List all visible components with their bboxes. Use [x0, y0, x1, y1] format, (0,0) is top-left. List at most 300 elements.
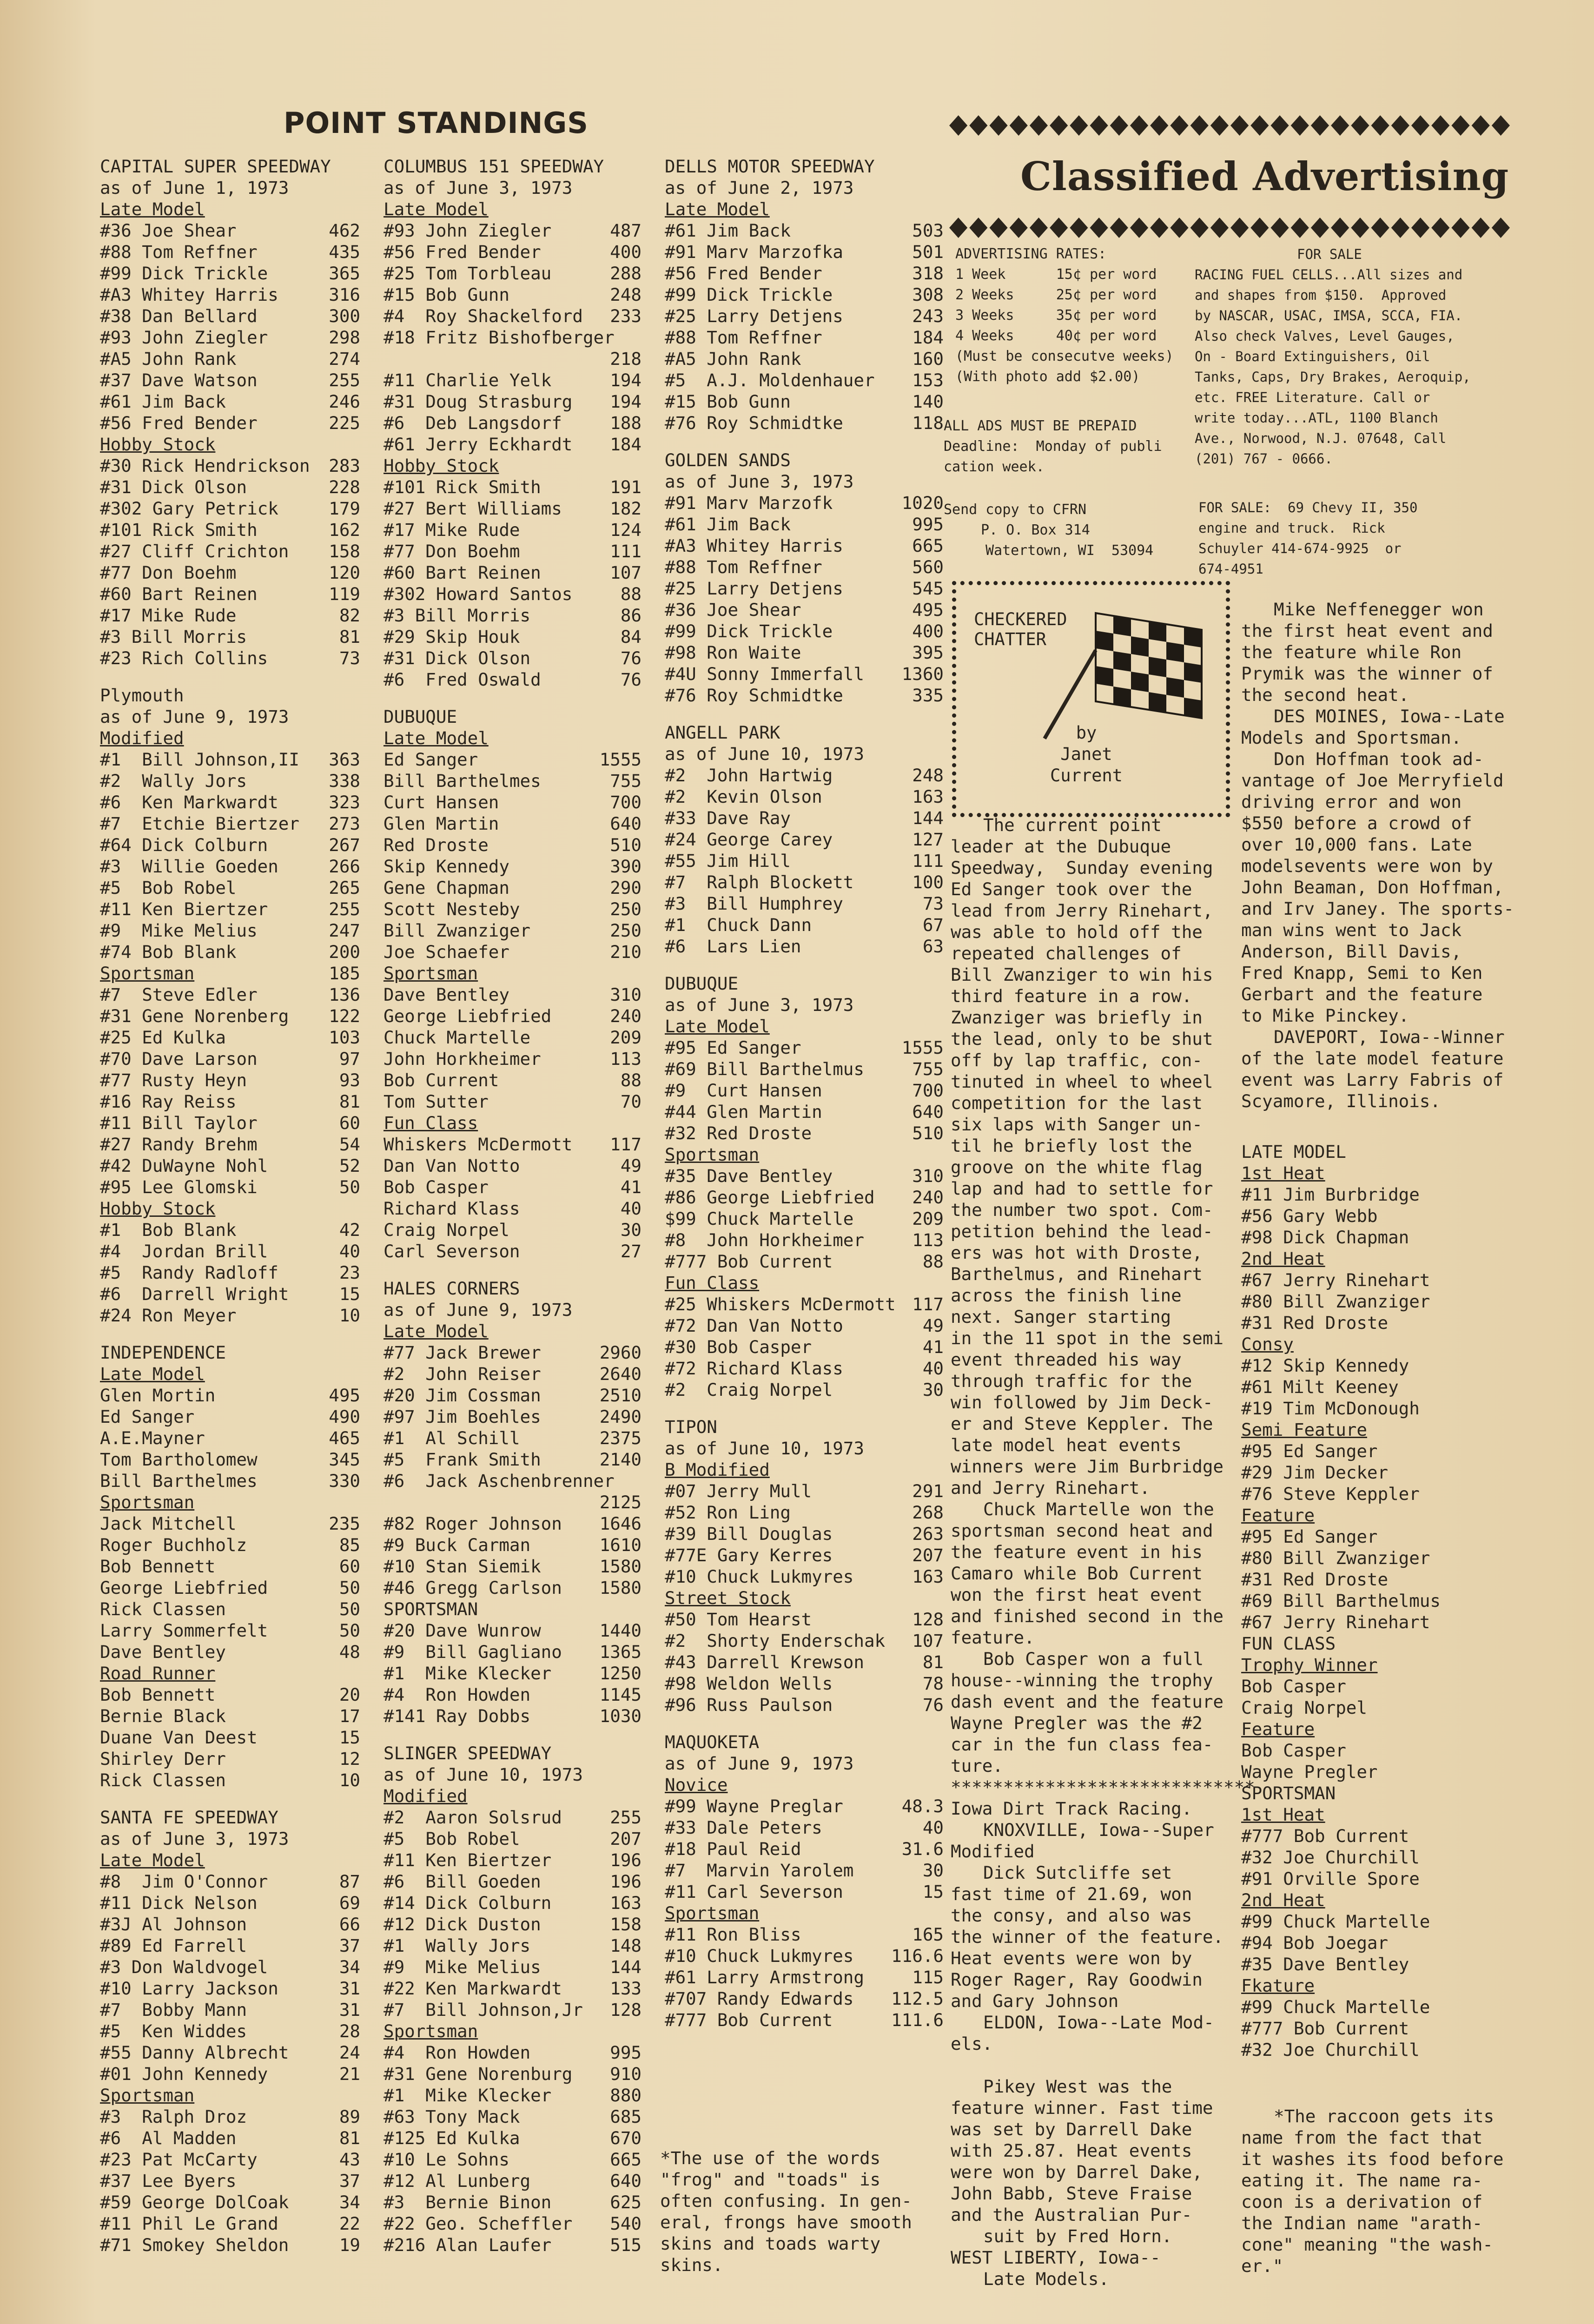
driver-name: #20 Dave Wunrow: [384, 1620, 541, 1641]
driver-points: 31.6: [901, 1839, 944, 1859]
driver-name: #10 Larry Jackson: [100, 1978, 278, 1999]
class-name: Hobby Stock: [384, 456, 499, 476]
diamond-ornament: [1472, 218, 1490, 238]
standings-row: [665, 872, 944, 893]
flag-square: [1166, 642, 1184, 662]
standings-row: [384, 669, 642, 690]
driver-name: Duane Van Deest: [100, 1727, 258, 1748]
class-name: Modified: [100, 728, 184, 748]
story-line: til he briefly lost the: [951, 1136, 1192, 1156]
standings-row: [100, 2234, 360, 2256]
standings-row: [665, 1058, 944, 1080]
class-heading: [384, 198, 642, 220]
story-line: tinuted in wheel to wheel: [951, 1071, 1213, 1092]
story-line: the feature event in his: [951, 1542, 1203, 1562]
driver-points: 40: [339, 1241, 360, 1261]
driver-name: #31 Gene Norenberg: [100, 1006, 289, 1026]
driver-points: 263: [912, 1524, 944, 1544]
driver-points: 136: [329, 984, 360, 1005]
driver-points: 910: [610, 2064, 642, 2084]
track-name: INDEPENDENCE: [100, 1342, 226, 1363]
driver-name: #99 Dick Trickle: [665, 621, 833, 641]
class-heading: [665, 1272, 944, 1294]
standings-row: [100, 412, 360, 434]
driver-points: 510: [610, 835, 642, 855]
driver-name: #5 A.J. Moldenhauer: [665, 370, 875, 390]
driver-name: #6 Darrell Wright: [100, 1284, 289, 1304]
driver-name: #17 Mike Rude: [100, 605, 237, 626]
driver-points: 207: [610, 1829, 642, 1849]
track-standings: [384, 156, 642, 690]
for-sale-heading: FOR SALE: [1297, 246, 1362, 262]
driver-points: 495: [329, 1385, 360, 1406]
standings-date: as of June 2, 1973: [665, 178, 854, 198]
standings-row: [100, 327, 360, 348]
driver-points: 330: [329, 1471, 360, 1491]
standings-row: [384, 2234, 642, 2256]
driver-points: 163: [610, 1893, 642, 1913]
driver-name: Skip Kennedy: [384, 856, 509, 877]
driver-points: 490: [329, 1406, 360, 1427]
rate-line: (With photo add $2.00): [955, 369, 1140, 385]
driver-points: [639, 1470, 642, 1492]
story-line: was set by Darrell Dake: [951, 2119, 1192, 2139]
driver-points: 335: [912, 685, 944, 706]
story-line: the winner of the feature.: [951, 1927, 1224, 1947]
driver-name: #22 Ken Markwardt: [384, 1978, 562, 1999]
diamond-ornament: [989, 115, 1007, 136]
standings-row: [665, 1609, 944, 1630]
driver-points: 700: [610, 792, 642, 812]
standings-row: [665, 1545, 944, 1566]
driver-name: #11 Dick Nelson: [100, 1893, 258, 1913]
story-line: the feature while Ron: [1241, 642, 1462, 662]
result-line: 2nd Heat: [1241, 1890, 1325, 1910]
driver-name: #74 Bob Blank: [100, 942, 237, 962]
driver-name: #96 Russ Paulson: [665, 1695, 833, 1715]
standings-row: [100, 2063, 360, 2085]
driver-name: #302 Howard Santos: [384, 584, 573, 604]
driver-name: #7 Bobby Mann: [100, 2000, 247, 2020]
standings-row: [100, 1241, 360, 1262]
diamond-ornament: [1411, 115, 1429, 136]
track-name: DUBUQUE: [384, 706, 457, 727]
story-line: the lead, only to be shut: [951, 1029, 1213, 1049]
story-line: the second heat.: [1241, 685, 1409, 705]
diamond-ornament: [1050, 218, 1068, 238]
driver-name: #16 Ray Reiss: [100, 1091, 237, 1112]
story-line: feature.: [951, 1627, 1035, 1648]
standings-row: [100, 391, 360, 412]
result-line: Wayne Pregler: [1241, 1762, 1378, 1782]
raccoon-footnote: [1241, 2106, 1520, 2277]
driver-name: #6 Jack Aschenbrenner: [384, 1471, 615, 1491]
driver-points: 2375: [599, 1428, 642, 1448]
result-line: SPORTSMAN: [1241, 1783, 1336, 1803]
driver-points: 34: [339, 1957, 360, 1977]
standings-row: [384, 1198, 642, 1219]
dubuque-race-results: [1241, 1141, 1501, 2060]
standings-row: [665, 893, 944, 914]
standings-row: [665, 492, 944, 514]
class-name: Late Model: [100, 1850, 205, 1870]
byline-last-name: Current: [1050, 766, 1123, 786]
driver-name: #69 Bill Barthelmus: [665, 1059, 864, 1079]
class-heading: [384, 455, 642, 476]
diamond-ornament: [1230, 218, 1249, 238]
diamond-ornament: [1311, 218, 1329, 238]
class-heading: [100, 1363, 360, 1385]
class-name: Late Model: [665, 199, 770, 219]
driver-points: 81: [922, 1652, 944, 1672]
driver-name: #6 Lars Lien: [665, 936, 801, 957]
standings-row: [100, 476, 360, 498]
byline-first-name: Janet: [1060, 744, 1112, 764]
standings-row: [384, 1385, 642, 1406]
rate-line: 3 Weeks 35¢ per word: [955, 307, 1157, 324]
driver-name: #1 Wally Jors: [384, 1935, 531, 1956]
standings-row: [100, 647, 360, 669]
driver-name: Jack Mitchell: [100, 1513, 237, 1534]
driver-points: 69: [339, 1893, 360, 1913]
address-line: Watertown, WI 53094: [986, 542, 1154, 559]
result-line: #99 Chuck Martelle: [1241, 1911, 1430, 1932]
driver-name: #25 Larry Detjens: [665, 578, 843, 599]
class-heading: [100, 434, 360, 455]
driver-name: #93 John Ziegler: [384, 220, 552, 241]
driver-points: 85: [339, 1535, 360, 1555]
driver-points: 2125: [599, 1492, 642, 1512]
standings-row: [665, 1336, 944, 1358]
driver-name: #98 Ron Waite: [665, 642, 801, 663]
driver-name: #17 Mike Rude: [384, 520, 520, 540]
standings-row: [665, 1122, 944, 1144]
driver-points: 31: [339, 2000, 360, 2020]
frog-note-line: eral, frongs have smooth: [660, 2212, 912, 2232]
standings-row: [100, 2213, 360, 2234]
track-name: Plymouth: [100, 685, 184, 706]
driver-points: 113: [610, 1049, 642, 1069]
standings-row: [665, 936, 944, 957]
driver-points: 63: [922, 936, 944, 957]
driver-points: 162: [329, 520, 360, 540]
story-line: competition for the last: [951, 1093, 1203, 1113]
result-line: #31 Red Droste: [1241, 1569, 1389, 1590]
driver-points: 112.5: [891, 1988, 944, 2009]
track-standings: [665, 722, 944, 957]
standings-row: [384, 370, 642, 391]
driver-points: 84: [620, 627, 642, 647]
standings-row: [384, 1663, 642, 1684]
driver-name: #3 Ralph Droz: [100, 2106, 247, 2127]
standings-column-1: [100, 156, 360, 2271]
standings-row: [384, 1048, 642, 1070]
driver-points: 128: [610, 2000, 642, 2020]
story-line: ture.: [951, 1756, 1003, 1776]
result-line: #80 Bill Zwanziger: [1241, 1548, 1430, 1568]
driver-points: 1365: [599, 1642, 642, 1662]
driver-name: #18 Paul Reid: [665, 1839, 801, 1859]
track-name: HALES CORNERS: [384, 1278, 520, 1299]
result-line: 1st Heat: [1241, 1163, 1325, 1183]
standings-row: [384, 1513, 642, 1534]
story-line: John Babb, Steve Fraise: [951, 2183, 1192, 2204]
result-line: Semi Feature: [1241, 1419, 1367, 1440]
driver-points: 60: [339, 1113, 360, 1133]
standings-row: [100, 562, 360, 583]
class-name: Sportsman: [100, 963, 195, 984]
standings-row: [665, 391, 944, 412]
driver-name: #77 Jack Brewer: [384, 1342, 541, 1363]
driver-name: #5 Frank Smith: [384, 1449, 541, 1470]
driver-points: 50: [339, 1578, 360, 1598]
flag-square: [1131, 636, 1149, 657]
driver-name: #1 Al Schill: [384, 1428, 520, 1448]
standings-row: [384, 1342, 642, 1363]
standings-row: [665, 556, 944, 578]
driver-points: 103: [329, 1027, 360, 1048]
driver-name: #35 Dave Bentley: [665, 1166, 833, 1186]
story-line: six laps with Sanger un-: [951, 1114, 1203, 1135]
driver-points: 76: [922, 1695, 944, 1715]
driver-points: 246: [329, 391, 360, 412]
standings-row: [100, 220, 360, 241]
standings-row: [665, 1037, 944, 1058]
driver-points: 113: [912, 1230, 944, 1250]
standings-column-2: [384, 156, 642, 2271]
standings-row: [100, 498, 360, 519]
driver-name: #777 Bob Current: [665, 1251, 833, 1272]
result-line: #94 Bob Joegar: [1241, 1933, 1389, 1953]
standings-row: [384, 1155, 642, 1176]
class-heading: [100, 963, 360, 984]
standings-row: [100, 241, 360, 263]
result-line: Feature: [1241, 1719, 1315, 1739]
standings-row: [100, 1176, 360, 1198]
standings-row: [384, 2213, 642, 2234]
driver-name: #55 Danny Albrecht: [100, 2042, 289, 2063]
driver-points: 255: [610, 1807, 642, 1828]
driver-points: 30: [922, 1860, 944, 1881]
result-line: #35 Dave Bentley: [1241, 1954, 1409, 1974]
driver-points: 43: [339, 2149, 360, 2170]
raccoon-note-line: the Indian name "arath-: [1241, 2213, 1483, 2233]
driver-name: #15 Bob Gunn: [665, 391, 791, 412]
diamond-ornament: [1291, 218, 1309, 238]
driver-name: Dave Bentley: [100, 1642, 226, 1662]
driver-name: Chuck Martelle: [384, 1027, 531, 1048]
rate-line: 2 Weeks 25¢ per word: [955, 287, 1157, 303]
driver-name: Carl Severson: [384, 1241, 520, 1261]
standings-date: as of June 3, 1973: [665, 471, 854, 492]
class-heading: [384, 1598, 642, 1620]
story-line: winners were Jim Burbridge: [951, 1456, 1224, 1477]
class-name: Sportsman: [100, 2085, 195, 2106]
standings-row: [384, 1705, 642, 1727]
driver-points: 163: [912, 786, 944, 807]
track-standings: [665, 1731, 944, 2031]
diamond-ornament: [1030, 218, 1048, 238]
driver-points: 50: [339, 1177, 360, 1197]
driver-name: #07 Jerry Mull: [665, 1481, 812, 1501]
driver-points: 318: [912, 263, 944, 284]
standings-row: [384, 2063, 642, 2085]
driver-points: 540: [610, 2213, 642, 2234]
driver-points: 390: [610, 856, 642, 877]
standings-row: [665, 1480, 944, 1502]
track-name: DUBUQUE: [665, 973, 739, 994]
diamond-ornament: [1472, 115, 1490, 136]
standings-row: [100, 1283, 360, 1305]
driver-points: 15: [339, 1284, 360, 1304]
driver-points: 76: [620, 648, 642, 668]
diamond-ornament: [1130, 218, 1148, 238]
send-copy-address: [944, 500, 1185, 561]
flag-square: [1113, 651, 1131, 672]
driver-name: Bill Zwanziger: [384, 920, 531, 941]
result-line: #91 Orville Spore: [1241, 1868, 1420, 1889]
standings-row: [665, 220, 944, 241]
driver-name: #36 Joe Shear: [100, 220, 237, 241]
driver-name: #10 Chuck Lukmyres: [665, 1566, 854, 1587]
standings-row: [100, 455, 360, 476]
driver-name: #76 Roy Schmidtke: [665, 685, 843, 706]
class-name: Street Stock: [665, 1588, 791, 1608]
driver-name: George Liebfried: [100, 1578, 268, 1598]
class-name: B Modified: [665, 1459, 770, 1480]
track-name: ANGELL PARK: [665, 722, 780, 743]
diamond-ornament: [1492, 115, 1510, 136]
track-standings: [665, 156, 944, 434]
rate-line: ADVERTISING RATES:: [955, 246, 1107, 262]
standings-row: [665, 284, 944, 305]
driver-name: [384, 1492, 597, 1513]
standings-row: [100, 305, 360, 327]
standings-row: [384, 2042, 642, 2063]
driver-points: 209: [610, 1027, 642, 1048]
driver-name: #10 Chuck Lukmyres: [665, 1946, 854, 1966]
driver-name: #25 Ed Kulka: [100, 1027, 226, 1048]
result-line: #69 Bill Barthelmus: [1241, 1591, 1441, 1611]
standings-row: [384, 2106, 642, 2127]
driver-points: 34: [339, 2192, 360, 2212]
driver-name: #11 Ken Biertzer: [384, 1850, 552, 1870]
result-line: #67 Jerry Rinehart: [1241, 1270, 1430, 1290]
driver-name: #707 Randy Edwards: [665, 1988, 854, 2009]
track-standings: [100, 1342, 360, 1791]
diamond-border-top: [948, 112, 1511, 139]
driver-name: #11 Ron Bliss: [665, 1924, 801, 1945]
driver-name: #30 Rick Hendrickson: [100, 456, 310, 476]
standings-row: [100, 1871, 360, 1892]
driver-name: Red Droste: [384, 835, 489, 855]
driver-points: 144: [912, 808, 944, 828]
driver-points: 207: [912, 1545, 944, 1565]
driver-name: #10 Le Sohns: [384, 2149, 509, 2170]
class-heading: [665, 198, 944, 220]
driver-points: 395: [912, 642, 944, 663]
result-line: Feature: [1241, 1505, 1315, 1525]
driver-points: 31: [339, 1978, 360, 1999]
result-line: #95 Ed Sanger: [1241, 1441, 1378, 1461]
story-line: leader at the Dubuque: [951, 836, 1171, 857]
driver-points: 17: [339, 1706, 360, 1726]
driver-name: #63 Tony Mack: [384, 2106, 520, 2127]
result-line: Bob Casper: [1241, 1740, 1346, 1761]
driver-points: 501: [912, 242, 944, 262]
raccoon-note-line: *The raccoon gets its: [1274, 2106, 1495, 2126]
driver-points: [639, 327, 642, 348]
story-line: Prymik was the winner of: [1241, 663, 1493, 684]
driver-name: #37 Lee Byers: [100, 2171, 237, 2191]
driver-points: 88: [620, 1070, 642, 1090]
driver-points: 700: [912, 1080, 944, 1101]
driver-points: 116.6: [891, 1946, 944, 1966]
standings-row: [384, 1892, 642, 1914]
raccoon-note-line: eating it. The name ra-: [1241, 2170, 1483, 2191]
standings-row: [384, 1134, 642, 1155]
driver-points: 400: [912, 621, 944, 641]
driver-points: 93: [339, 1070, 360, 1090]
diamond-ornament: [1331, 115, 1349, 136]
standings-row: [384, 647, 642, 669]
driver-name: #7 Etchie Biertzer: [100, 813, 299, 834]
driver-name: #98 Weldon Wells: [665, 1673, 833, 1694]
driver-points: 1646: [599, 1513, 642, 1534]
driver-name: Bob Bennett: [100, 1556, 216, 1577]
driver-name: #9 Bill Gagliano: [384, 1642, 562, 1662]
driver-points: 1360: [901, 664, 944, 684]
driver-name: #14 Dick Colburn: [384, 1893, 552, 1913]
result-line: #98 Dick Chapman: [1241, 1227, 1409, 1248]
driver-points: 78: [922, 1673, 944, 1694]
driver-points: 40: [922, 1817, 944, 1838]
driver-name: #2 John Hartwig: [665, 765, 833, 786]
driver-points: 127: [912, 829, 944, 850]
driver-points: 49: [922, 1315, 944, 1336]
diamond-ornament: [1391, 218, 1409, 238]
story-line: off by lap traffic, con-: [951, 1050, 1203, 1070]
track-name: SANTA FE SPEEDWAY: [100, 1807, 278, 1828]
story-line: KNOXVILLE, Iowa--Super: [983, 1820, 1214, 1840]
story-line: and Jerry Rinehart.: [951, 1478, 1150, 1498]
driver-points: 235: [329, 1513, 360, 1534]
driver-points: 82: [339, 605, 360, 626]
result-line: #95 Ed Sanger: [1241, 1526, 1378, 1547]
driver-points: 300: [329, 306, 360, 326]
standings-row: [100, 2106, 360, 2127]
standings-row: [665, 1860, 944, 1881]
track-name: DELLS MOTOR SPEEDWAY: [665, 156, 875, 177]
story-line: ers was hot with Droste,: [951, 1242, 1203, 1263]
driver-points: 40: [620, 1198, 642, 1219]
prepaid-line: ALL ADS MUST BE PREPAID: [944, 418, 1137, 434]
story-line: driving error and won: [1241, 792, 1462, 812]
story-line: suit by Fred Horn.: [983, 2226, 1172, 2246]
standings-row: [100, 1748, 360, 1769]
standings-row: [384, 519, 642, 541]
standings-row: [665, 1651, 944, 1673]
driver-points: 625: [610, 2192, 642, 2212]
story-line: Heat events were won by: [951, 1948, 1192, 1968]
driver-name: Ed Sanger: [384, 749, 478, 770]
story-line: and Gary Johnson: [951, 1991, 1119, 2011]
result-line: #99 Chuck Martelle: [1241, 1997, 1430, 2017]
driver-name: #2 Aaron Solsrud: [384, 1807, 562, 1828]
diamond-ornament: [1070, 115, 1088, 136]
driver-points: 196: [610, 1871, 642, 1892]
driver-name: #5 Randy Radloff: [100, 1262, 278, 1283]
